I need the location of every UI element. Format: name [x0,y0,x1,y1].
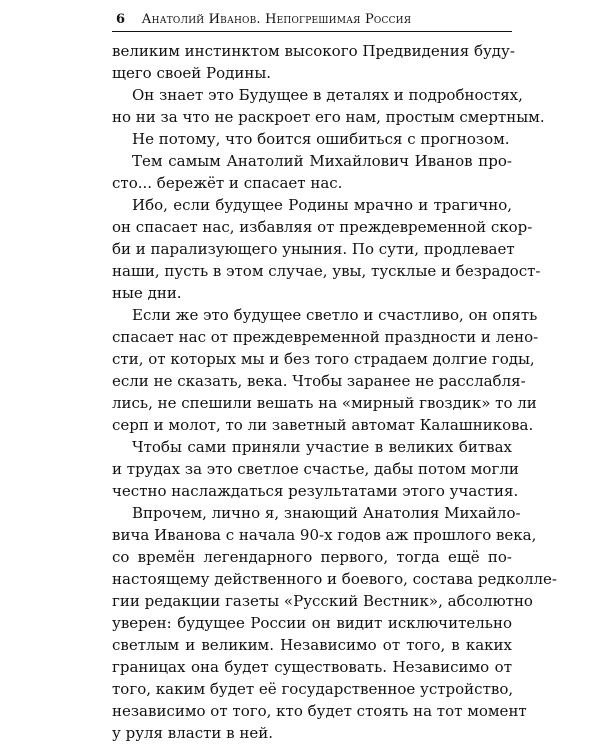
text-line: вича Иванова с начала 90-х годов аж прошлого века, [112,526,537,544]
text-line: Если же это будущее светло и счастливо, он опять [132,306,538,324]
text-line: границах она будет существовать. Независимо от [112,658,512,676]
text-line: ные дни. [112,284,182,302]
text-line: и трудах за это светлое счастье, дабы потом могли [112,460,519,478]
running-head-title: Анатолий Иванов. Непогрешимая Россия [141,12,412,27]
body-text [112,40,557,744]
text-line: гии редакции газеты «Русский Вестник», абсолютно [112,592,533,610]
text-line: настоящему действенного и боевого, состава редколле- [112,570,557,588]
text-line: того, каким будет её государственное устройство, [112,680,514,698]
text-line: серп и молот, то ли заветный автомат Калашникова. [112,416,534,434]
text-line: он спасает нас, избавляя от преждевременной скор- [112,218,533,236]
text-line: честно наслаждаться результатами этого участия. [112,482,519,500]
text-line: Впрочем, лично я, знающий Анатолия Михайло- [132,504,521,522]
text-line: щего своей Родины. [112,64,272,82]
text-line: независимо от того, кто будет стоять на тот момент [112,702,527,720]
page-number: 6 [116,12,126,27]
text-line: лись, не спешили вешать на «мирный гвоздик» то ли [112,394,537,412]
text-line: Ибо, если будущее Родины мрачно и трагично, [132,196,512,214]
running-head [116,10,516,30]
text-line: светлым и великим. Независимо от того, в каких [112,636,512,654]
text-line: Тем самым Анатолий Михайлович Иванов про- [132,152,512,170]
text-line: великим инстинктом высокого Предвидения буду- [112,42,515,60]
text-line: но ни за что не раскроет его нам, простым смертным. [112,108,545,126]
header-rule [112,31,512,32]
text-line: со времён легендарного первого, тогда ещё по- [112,548,512,566]
text-line: Чтобы сами приняли участие в великих битвах [132,438,512,456]
text-line: спасает нас от преждевременной праздности и лено- [112,328,539,346]
text-line: у руля власти в ней. [112,724,274,742]
text-line: если не сказать, века. Чтобы заранее не расслабля- [112,372,526,390]
text-line: уверен: будущее России он видит исключительно [112,614,512,632]
text-line: би и парализующего уныния. По сути, продлевает [112,240,515,258]
text-line: Не потому, что боится ошибиться с прогнозом. [132,130,510,148]
text-line: сто... бережёт и спасает нас. [112,174,343,192]
text-line: сти, от которых мы и без того страдаем долгие годы, [112,350,535,368]
text-line: наши, пусть в этом случае, увы, тусклые и безрадост- [112,262,541,280]
text-line: Он знает это Будущее в деталях и подробностях, [132,86,523,104]
